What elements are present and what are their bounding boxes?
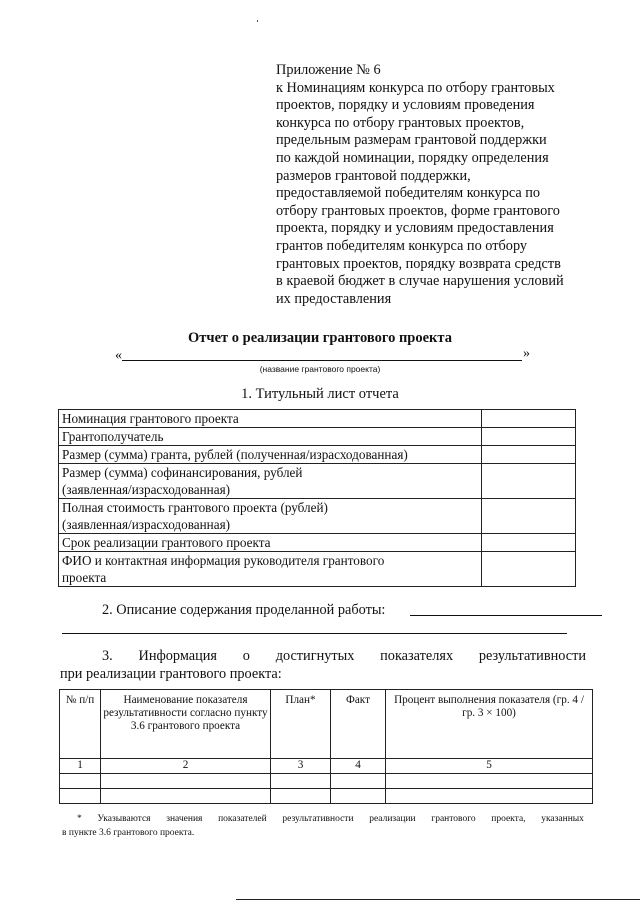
row-label	[59, 446, 482, 464]
footnote-line2: в пункте 3.6 грантового проекта.	[62, 828, 195, 838]
table-row	[59, 534, 576, 552]
row-label	[59, 552, 482, 587]
appendix-line: конкурса по отбору грантовых проектов,	[276, 114, 525, 131]
footnote-line1	[62, 812, 584, 826]
row-value-cell[interactable]	[482, 410, 576, 428]
table-header-row	[60, 690, 593, 759]
section3-word: достигнутых	[275, 648, 355, 664]
section3-title-line1	[102, 648, 586, 665]
row-label-line: ФИО и контактная информация руководителя грантового	[62, 553, 385, 568]
column-number: 1	[60, 759, 101, 774]
appendix-line: к Номинациям конкурса по отбору грантовых	[276, 79, 555, 96]
footnote-word: результативности	[282, 814, 354, 824]
footnote-word: *	[77, 814, 82, 824]
title-sheet-table	[58, 409, 576, 587]
appendix-line: по каждой номинации, порядку определения	[276, 149, 549, 166]
row-label-line: Полная стоимость грантового проекта (рублей)	[62, 500, 328, 515]
column-number-row	[60, 759, 593, 774]
appendix-line: проекта, порядку и условиям предоставления	[276, 220, 554, 237]
report-title: Отчет о реализации грантового проекта	[188, 330, 452, 346]
section3-title-line2: при реализации грантового проекта:	[60, 666, 282, 682]
section3-word: Информация	[138, 648, 217, 664]
table-row	[60, 774, 593, 789]
quote-close: »	[523, 346, 530, 361]
appendix-block	[276, 62, 606, 308]
row-label-line: Номинация грантового проекта	[62, 411, 239, 426]
bottom-rule	[236, 899, 640, 900]
row-label-line: Размер (сумма) софинансирования, рублей	[62, 465, 303, 480]
table-row	[59, 446, 576, 464]
row-value-cell[interactable]	[482, 499, 576, 534]
section2-fill-line-2	[62, 633, 567, 634]
section2-title: 2. Описание содержания проделанной работы:	[102, 602, 386, 618]
row-label-line: Срок реализации грантового проекта	[62, 535, 271, 550]
footnote-word: реализации	[369, 814, 416, 824]
section2-fill-line	[410, 615, 602, 616]
table-row	[59, 499, 576, 534]
footnote-word: Указываются	[97, 814, 151, 824]
appendix-line: грантовых проектов, порядку возврата средств	[276, 255, 561, 272]
row-value-cell[interactable]	[482, 552, 576, 587]
row-label	[59, 428, 482, 446]
column-number: 2	[101, 759, 271, 774]
row-label	[59, 464, 482, 499]
table-row	[60, 789, 593, 804]
column-header: Факт	[331, 690, 386, 759]
column-header: Наименование показателя результативности согласно пункту 3.6 грантового проекта	[101, 690, 271, 759]
row-label-line: (заявленная/израсходованная)	[62, 482, 231, 497]
appendix-line: проектов, порядку и условиям проведения	[276, 97, 535, 114]
appendix-line: Приложение № 6	[276, 62, 381, 78]
appendix-line: в краевой бюджет в случае нарушения условий	[276, 273, 564, 290]
row-label	[59, 410, 482, 428]
table-row	[59, 428, 576, 446]
row-value-cell[interactable]	[482, 464, 576, 499]
row-label	[59, 534, 482, 552]
section3-word: результативности	[478, 648, 586, 664]
footnote-word: указанных	[541, 814, 584, 824]
column-number: 4	[331, 759, 386, 774]
project-name-line	[122, 360, 522, 361]
project-name-caption: (название грантового проекта)	[259, 364, 381, 374]
section3-word: показателях	[380, 648, 454, 664]
appendix-line: отбору грантовых проектов, форме грантового	[276, 202, 560, 219]
row-label-line: Размер (сумма) гранта, рублей (полученная/израсходованная)	[62, 447, 408, 462]
scan-dot	[257, 20, 258, 22]
column-number: 5	[386, 759, 593, 774]
indicators-table	[59, 689, 593, 804]
appendix-line: грантов победителям конкурса по отбору	[276, 237, 528, 254]
table-row	[59, 464, 576, 499]
table-row	[59, 410, 576, 428]
row-label-line: проекта	[62, 570, 107, 585]
table-row	[59, 552, 576, 587]
footnote	[62, 812, 584, 840]
row-label	[59, 499, 482, 534]
row-label-line: Грантополучатель	[62, 429, 164, 444]
section3-word: о	[242, 648, 250, 664]
row-value-cell[interactable]	[482, 428, 576, 446]
footnote-word: грантового	[431, 814, 476, 824]
appendix-line: их предоставления	[276, 290, 392, 307]
appendix-line: предельным размерам грантовой поддержки	[276, 132, 547, 149]
appendix-line: предоставляемой победителям конкурса по	[276, 185, 541, 202]
footnote-word: проекта,	[491, 814, 526, 824]
appendix-line: размеров грантовой поддержки,	[276, 167, 471, 184]
column-header: План*	[271, 690, 331, 759]
column-number: 3	[271, 759, 331, 774]
column-header: № п/п	[60, 690, 101, 759]
row-label-line: (заявленная/израсходованная)	[62, 517, 231, 532]
row-value-cell[interactable]	[482, 534, 576, 552]
footnote-word: значения	[166, 814, 203, 824]
section1-title: 1. Титульный лист отчета	[241, 386, 399, 402]
quote-open: «	[115, 348, 122, 363]
section3-word: 3.	[102, 648, 113, 664]
column-header: Процент выполнения показателя (гр. 4 / гр. 3 × 100)	[386, 690, 593, 759]
row-value-cell[interactable]	[482, 446, 576, 464]
footnote-word: показателей	[218, 814, 267, 824]
